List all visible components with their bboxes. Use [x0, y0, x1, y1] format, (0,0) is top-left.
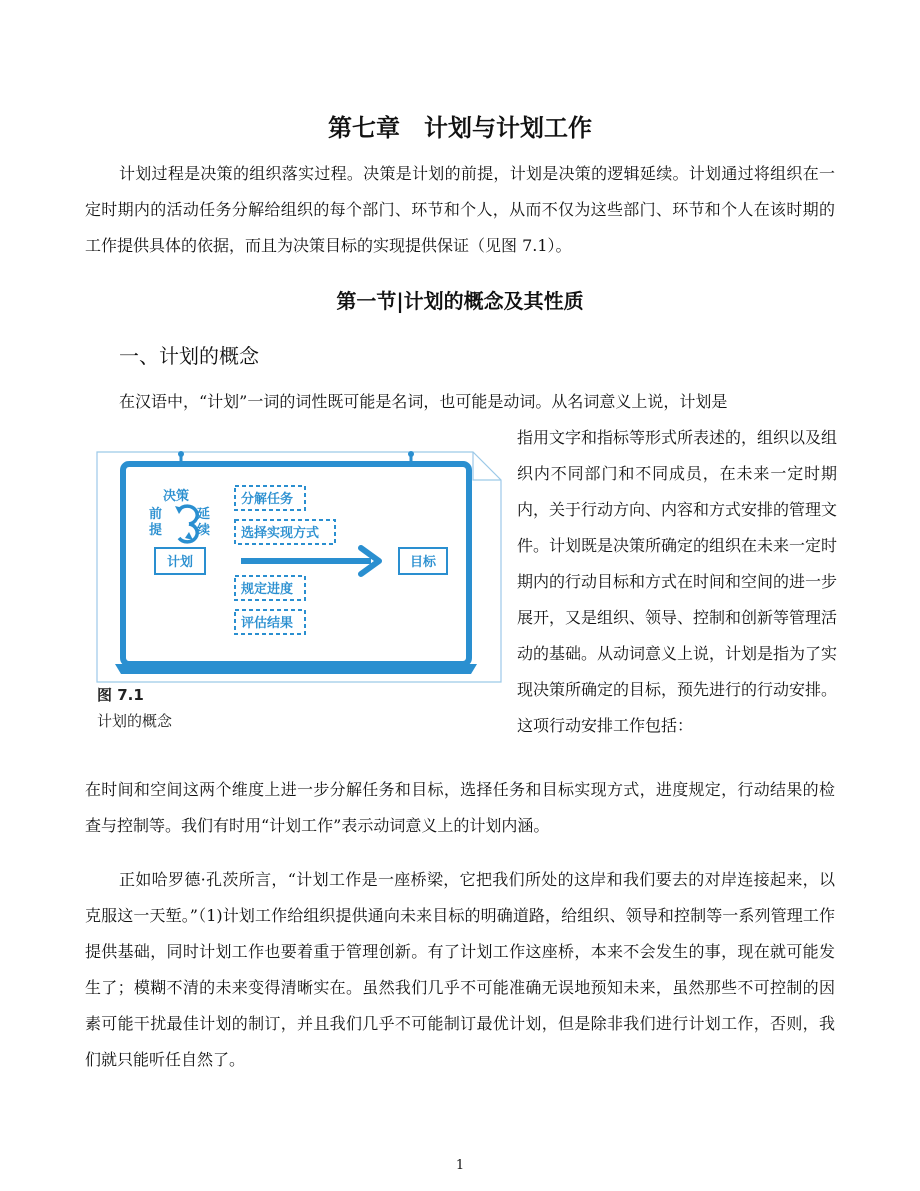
decision-label: 决策 [163, 489, 190, 504]
figure-label: 图 7.1 [97, 686, 144, 704]
goal-box: 目标 [409, 555, 437, 570]
page-number: 1 [455, 1158, 465, 1173]
chapter-title: 第七章 计划与计划工作 [328, 114, 592, 142]
paragraph-2-continued: 在时间和空间这两个维度上进一步分解任务和目标，选择任务和目标实现方式，进度规定，行动结果的检查与控制等。我们有时用“计划工作”表示动词意义上的计划内涵。 [85, 780, 835, 835]
section-title: 第一节|计划的概念及其性质 [336, 289, 584, 313]
step-box-1: 分解任务 [241, 492, 294, 507]
plan-box: 计划 [166, 555, 194, 570]
intro-paragraph: 计划过程是决策的组织落实过程。决策是计划的前提，计划是决策的逻辑延续。计划通过将组织在一定时期内的活动任务分解给组织的每个部门、环节和个人，从而不仅为这些部门、环节和个人在该时期的工作提供具体的依据，而且为决策目标的实现提供保证（见图 7.1）。 [85, 164, 835, 255]
paragraph-2-first-line: 在汉语中，“计划”一词的词性既可能是名词，也可能是动词。从名词意义上说，计划是 [119, 392, 728, 411]
premise-label-1: 前 [149, 507, 163, 522]
continue-label-1: 延 [197, 507, 211, 522]
continue-label-2: 续 [197, 523, 211, 538]
premise-label-2: 提 [149, 523, 163, 538]
paragraph-3: 正如哈罗德·孔茨所言，“计划工作是一座桥梁，它把我们所处的这岸和我们要去的对岸连接起来，以克服这一天堑。”（1)计划工作给组织提供通向未来目标的明确道路，给组织、领导和控制等一系列管理工作提供基础，同时计划工作也要着重于管理创新。有了计划工作这座桥，本来不会发生的事，现在就可能发生了；模糊不清的未来变得清晰实在。虽然我们几乎不可能准确无误地预知未来，虽然那些不可控制的因素可能干扰最佳计划的制订，并且我们几乎不可能制订最优计划，但是除非我们进行计划工作，否则，我们就只能听任自然了。 [85, 870, 835, 1069]
paragraph-2-wrapped: 指用文字和指标等形式所表述的，组织以及组织内不同部门和不同成员，在未来一定时期内，关于行动方向、内容和方式安排的管理文件。计划既是决策所确定的组织在未来一定时期内的行动目标和方式在时间和空间的进一步展开，又是组织、领导、控制和创新等管理活动的基础。从动词意义上说，计划是指为了实现决策所确定的目标，预先进行的行动安排。这项行动安排工作包括： [517, 428, 838, 735]
subsection-title: 一、计划的概念 [119, 344, 259, 368]
step-box-3: 规定进度 [241, 582, 294, 597]
figure-7-1 [93, 448, 505, 744]
step-box-2: 选择实现方式 [241, 526, 320, 541]
figure-caption: 计划的概念 [97, 712, 173, 730]
step-box-4: 评估结果 [241, 616, 294, 631]
figure-diagram [93, 448, 505, 688]
